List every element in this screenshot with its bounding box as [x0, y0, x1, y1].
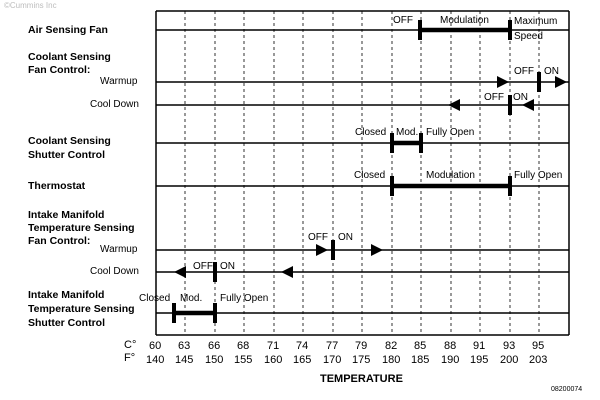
coolant-shutter-open-label: Fully Open — [426, 127, 475, 138]
label-coolant-cooldown: Cool Down — [90, 99, 139, 110]
fahrenheit-tick-label: 175 — [352, 354, 371, 366]
celsius-tick-label: 93 — [503, 340, 516, 352]
label-air-sensing-fan: Air Sensing Fan — [28, 24, 108, 36]
thermostat-open-label: Fully Open — [514, 170, 563, 181]
label-thermostat: Thermostat — [28, 180, 86, 192]
label-coolant-fan-line2: Fan Control: — [28, 64, 91, 76]
coolant-cooldown-on-label: ON — [513, 92, 528, 103]
fahrenheit-tick-label: 180 — [382, 354, 401, 366]
label-intake-fan-line1: Intake Manifold — [28, 209, 105, 221]
label-intake-shutter-line3: Shutter Control — [28, 317, 105, 329]
air-fan-modulation-label: Modulation — [440, 15, 489, 26]
fahrenheit-tick-label: 155 — [234, 354, 253, 366]
intake-shutter-mod-label: Mod. — [180, 293, 203, 304]
label-intake-shutter-line2: Temperature Sensing — [28, 303, 135, 315]
intake-shutter-open-label: Fully Open — [220, 293, 269, 304]
intake-cooldown-off-label: OFF — [193, 261, 213, 272]
celsius-tick-label: 95 — [532, 340, 545, 352]
label-coolant-fan-line1: Coolant Sensing — [28, 51, 111, 63]
label-intake-warmup: Warmup — [100, 244, 138, 255]
coolant-shutter-closed-label: Closed — [355, 127, 387, 138]
fahrenheit-tick-label: 165 — [293, 354, 312, 366]
intake-cooldown-on-label: ON — [220, 261, 235, 272]
axis-celsius-unit: C° — [124, 339, 137, 351]
intake-warmup-off-label: OFF — [308, 232, 328, 243]
label-intake-cooldown: Cool Down — [90, 266, 139, 277]
celsius-tick-label: 66 — [208, 340, 221, 352]
figure-id: 08200074 — [551, 386, 583, 393]
copyright-watermark: ©Cummins Inc — [4, 1, 57, 10]
fahrenheit-tick-label: 195 — [470, 354, 489, 366]
coolant-shutter-mod-label: Mod. — [396, 127, 419, 138]
celsius-tick-label: 85 — [414, 340, 427, 352]
label-intake-fan-line2: Temperature Sensing — [28, 222, 135, 234]
intake-warmup-on-label: ON — [338, 232, 353, 243]
fahrenheit-tick-label: 200 — [500, 354, 519, 366]
label-intake-fan-line3: Fan Control: — [28, 235, 91, 247]
fahrenheit-tick-label: 185 — [411, 354, 430, 366]
celsius-tick-label: 91 — [473, 340, 486, 352]
air-fan-max-label-line2: Speed — [514, 31, 543, 42]
axis-fahrenheit-unit: F° — [124, 352, 136, 364]
celsius-tick-label: 82 — [385, 340, 398, 352]
fahrenheit-tick-label: 170 — [323, 354, 342, 366]
intake-shutter-closed-label: Closed — [139, 293, 171, 304]
fahrenheit-tick-label: 203 — [529, 354, 548, 366]
celsius-tick-label: 79 — [355, 340, 368, 352]
air-fan-off-label: OFF — [393, 15, 413, 26]
label-coolant-warmup: Warmup — [100, 76, 138, 87]
celsius-tick-label: 74 — [296, 340, 309, 352]
fahrenheit-tick-label: 190 — [441, 354, 460, 366]
thermostat-modulation-label: Modulation — [426, 170, 475, 181]
celsius-tick-label: 63 — [178, 340, 191, 352]
coolant-cooldown-off-label: OFF — [484, 92, 504, 103]
axis-title: TEMPERATURE — [320, 373, 403, 385]
celsius-tick-label: 77 — [326, 340, 339, 352]
celsius-tick-label: 60 — [149, 340, 162, 352]
coolant-warmup-off-label: OFF — [514, 66, 534, 77]
celsius-tick-label: 68 — [237, 340, 250, 352]
label-coolant-shutter-line2: Shutter Control — [28, 149, 105, 161]
air-fan-max-label-line1: Maximum — [514, 16, 558, 27]
label-intake-shutter-line1: Intake Manifold — [28, 289, 105, 301]
fahrenheit-tick-label: 160 — [264, 354, 283, 366]
label-coolant-shutter-line1: Coolant Sensing — [28, 135, 111, 147]
coolant-warmup-on-label: ON — [544, 66, 559, 77]
fahrenheit-tick-label: 140 — [146, 354, 165, 366]
fahrenheit-tick-label: 145 — [175, 354, 194, 366]
intake-shutter-marks — [172, 303, 217, 323]
thermostat-closed-label: Closed — [354, 170, 386, 181]
celsius-tick-label: 71 — [267, 340, 280, 352]
fahrenheit-tick-label: 150 — [205, 354, 224, 366]
celsius-tick-label: 88 — [444, 340, 457, 352]
